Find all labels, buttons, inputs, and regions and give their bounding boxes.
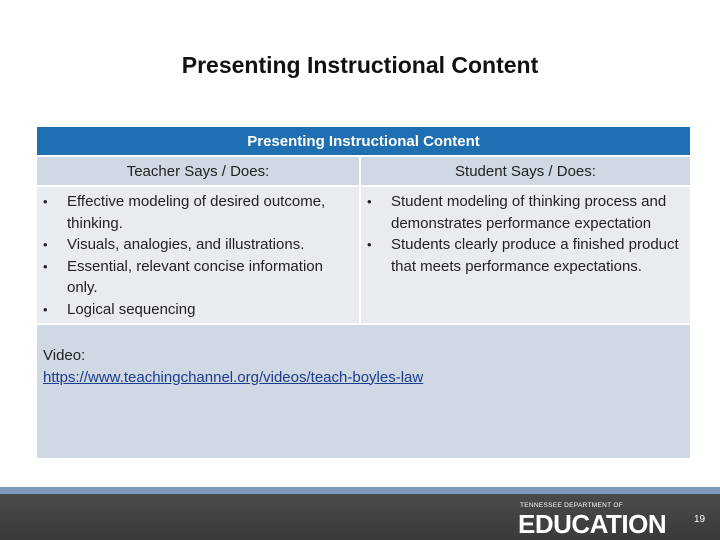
video-row bbox=[37, 325, 690, 458]
student-list bbox=[361, 191, 686, 277]
table-header: Presenting Instructional Content bbox=[37, 127, 690, 155]
logo-small-text: TENNESSEE DEPARTMENT OF bbox=[520, 502, 623, 509]
list-item: • Essential, relevant concise information only. bbox=[37, 256, 355, 299]
video-label: Video: bbox=[43, 347, 86, 364]
video-link[interactable]: https://www.teachingchannel.org/videos/teach-boyles-law bbox=[43, 368, 424, 386]
teacher-list bbox=[37, 191, 355, 320]
student-column-header: Student Says / Does: bbox=[361, 157, 690, 185]
logo-big-text: EDUCATION bbox=[518, 509, 667, 539]
list-item: • Logical sequencing bbox=[37, 299, 355, 321]
content-table bbox=[37, 127, 690, 458]
list-item: • Visuals, analogies, and illustrations. bbox=[37, 234, 355, 256]
teacher-cell bbox=[37, 187, 359, 323]
student-cell bbox=[361, 187, 690, 323]
list-item: • Effective modeling of desired outcome, thinking. bbox=[37, 191, 355, 234]
list-item: • Students clearly produce a finished product that meets performance expectations. bbox=[361, 234, 686, 277]
education-logo bbox=[518, 502, 684, 539]
footer-bar bbox=[0, 494, 720, 540]
page-number: 19 bbox=[694, 514, 706, 525]
footer-stripe bbox=[0, 487, 720, 494]
teacher-column-header: Teacher Says / Does: bbox=[37, 157, 359, 185]
slide-title: Presenting Instructional Content bbox=[181, 52, 539, 78]
column-header-row bbox=[37, 157, 690, 185]
table-body-row bbox=[37, 187, 690, 323]
list-item: • Student modeling of thinking process and demonstrates performance expectation bbox=[361, 191, 686, 234]
